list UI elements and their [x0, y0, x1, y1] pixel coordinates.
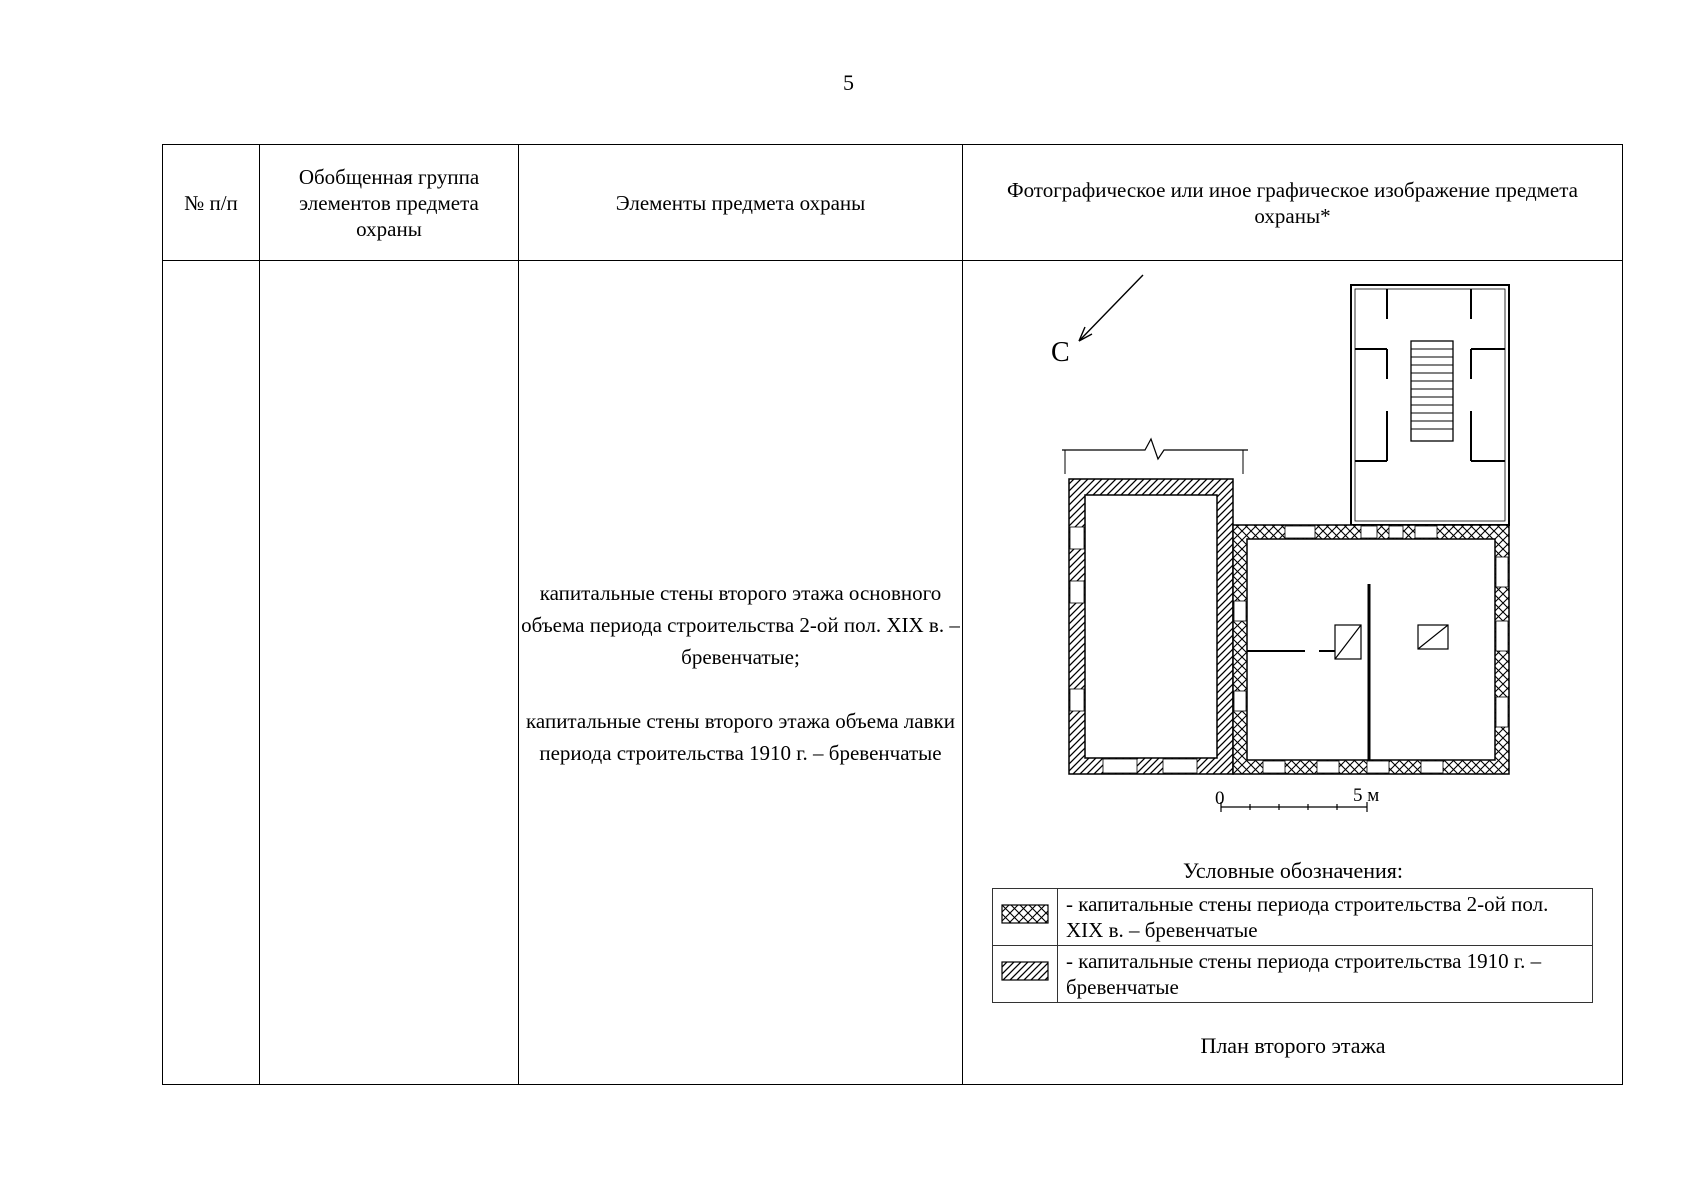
legend-text: - капитальные стены периода строительства 2-ой пол. XIX в. – бревенчатые: [1058, 889, 1593, 946]
cell-elements: [519, 261, 963, 1085]
legend-row: [993, 889, 1593, 946]
protection-subject-table: [162, 144, 1623, 1085]
header-image: Фотографическое или иное графическое изображение предмета охраны*: [963, 145, 1623, 261]
scale-label-zero: 0: [1215, 788, 1225, 809]
table-row: [163, 261, 1623, 1085]
north-label: С: [1051, 337, 1070, 368]
page-number: 5: [843, 70, 854, 95]
main-volume-walls: [1233, 525, 1509, 774]
header-number: № п/п: [163, 145, 260, 261]
cell-group: [260, 261, 519, 1085]
header-group: Обобщенная группа элементов предмета охраны: [260, 145, 519, 261]
crosshatch-pattern-icon: [1001, 904, 1049, 924]
plan-caption: План второго этажа: [1200, 1033, 1386, 1058]
header-elements: Элементы предмета охраны: [519, 145, 963, 261]
stove-icon: [1418, 625, 1448, 649]
legend-title: Условные обозначения:: [1182, 858, 1404, 883]
element-text-main-volume: капитальные стены второго этажа основного объема периода строительства 2-ой пол. XIX в. – бревенчатые;: [521, 580, 960, 669]
north-arrow-icon: [1079, 275, 1143, 341]
legend-symbol-cell: [993, 946, 1058, 1003]
scale-label-end: 5 м: [1353, 785, 1380, 806]
shop-wing-walls: [1069, 479, 1233, 774]
staircase-annex: [1351, 285, 1509, 525]
cell-number: [163, 261, 260, 1085]
diagonal-hatch-pattern-icon: [1001, 961, 1049, 981]
stove-icon: [1335, 625, 1361, 659]
table-header-row: [163, 145, 1623, 261]
staircase-icon: [1411, 341, 1453, 441]
legend-row: [993, 946, 1593, 1003]
element-text-shop-volume: капитальные стены второго этажа объема лавки периода строительства 1910 г. – бревенчатые: [526, 708, 955, 765]
legend-table: [992, 888, 1593, 1003]
legend-symbol-cell: [993, 889, 1058, 946]
break-line: [1062, 439, 1248, 474]
cell-image: [963, 261, 1623, 1085]
legend-text: - капитальные стены периода строительства 1910 г. – бревенчатые: [1058, 946, 1593, 1003]
scale-bar: [1221, 802, 1367, 812]
